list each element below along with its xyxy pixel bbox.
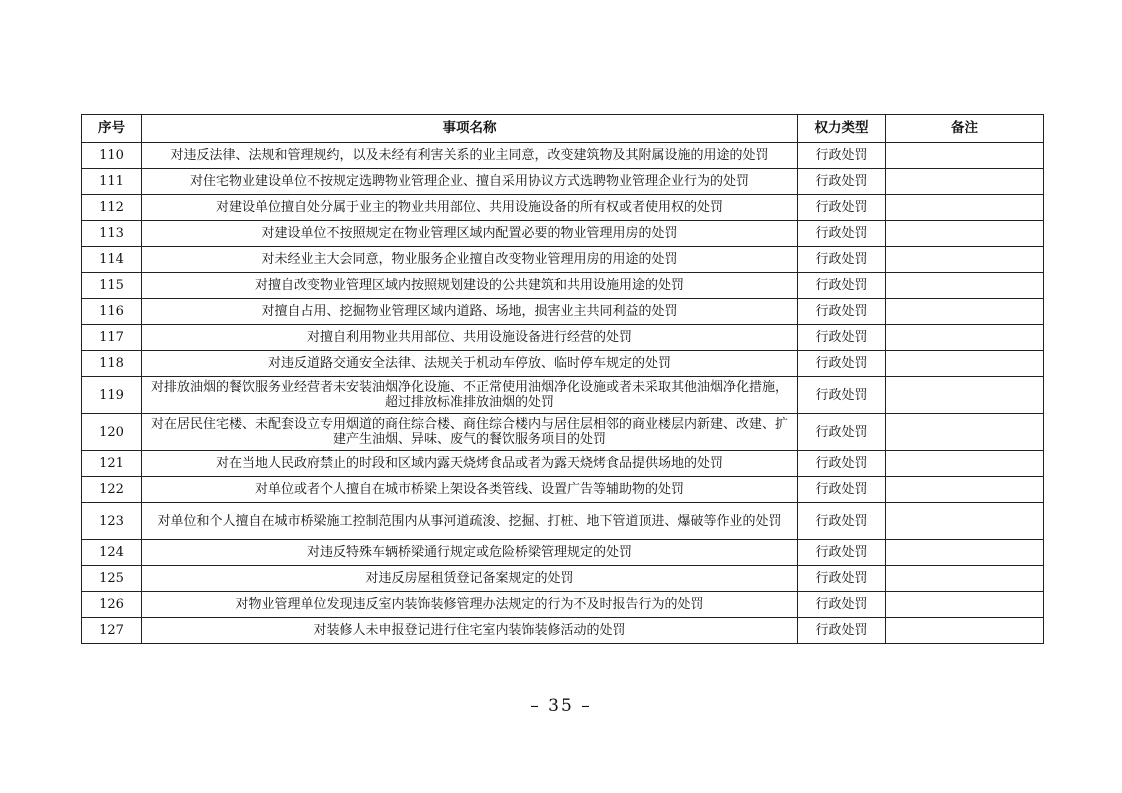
table-row [82, 273, 1044, 299]
row-note [886, 247, 1044, 273]
row-no: 116 [82, 299, 142, 325]
table-row [82, 351, 1044, 377]
row-no: 124 [82, 540, 142, 566]
row-note [886, 414, 1044, 451]
table-row [82, 618, 1044, 644]
row-no: 123 [82, 503, 142, 540]
table-row [82, 377, 1044, 414]
header-name: 事项名称 [142, 115, 798, 143]
table-row [82, 325, 1044, 351]
page-number: – 35 – [530, 696, 592, 716]
row-no: 111 [82, 169, 142, 195]
row-type: 行政处罚 [798, 299, 886, 325]
row-note [886, 221, 1044, 247]
row-note [886, 377, 1044, 414]
row-no: 117 [82, 325, 142, 351]
row-no: 112 [82, 195, 142, 221]
row-type: 行政处罚 [798, 325, 886, 351]
row-type: 行政处罚 [798, 247, 886, 273]
row-name: 对建设单位不按照规定在物业管理区域内配置必要的物业管理用房的处罚 [142, 221, 798, 247]
row-no: 127 [82, 618, 142, 644]
row-no: 110 [82, 143, 142, 169]
table-row [82, 247, 1044, 273]
row-note [886, 477, 1044, 503]
row-no: 122 [82, 477, 142, 503]
row-no: 120 [82, 414, 142, 451]
row-name: 对物业管理单位发现违反室内装饰装修管理办法规定的行为不及时报告行为的处罚 [142, 592, 798, 618]
table-header-row [82, 115, 1044, 143]
row-name: 对违反道路交通安全法律、法规关于机动车停放、临时停车规定的处罚 [142, 351, 798, 377]
row-note [886, 325, 1044, 351]
row-type: 行政处罚 [798, 143, 886, 169]
row-note [886, 451, 1044, 477]
table-row [82, 451, 1044, 477]
row-name: 对单位或者个人擅自在城市桥梁上架设各类管线、设置广告等辅助物的处罚 [142, 477, 798, 503]
table-row [82, 540, 1044, 566]
row-note [886, 169, 1044, 195]
row-note [886, 195, 1044, 221]
row-name: 对排放油烟的餐饮服务业经营者未安装油烟净化设施、不正常使用油烟净化设施或者未采取其他油烟净化措施，超过排放标准排放油烟的处罚 [142, 377, 798, 414]
row-type: 行政处罚 [798, 273, 886, 299]
row-no: 115 [82, 273, 142, 299]
row-type: 行政处罚 [798, 451, 886, 477]
row-type: 行政处罚 [798, 503, 886, 540]
row-note [886, 299, 1044, 325]
row-no: 121 [82, 451, 142, 477]
row-type: 行政处罚 [798, 221, 886, 247]
row-name: 对住宅物业建设单位不按规定选聘物业管理企业、擅自采用协议方式选聘物业管理企业行为的处罚 [142, 169, 798, 195]
header-no: 序号 [82, 115, 142, 143]
row-name: 对违反房屋租赁登记备案规定的处罚 [142, 566, 798, 592]
row-no: 126 [82, 592, 142, 618]
table-row [82, 221, 1044, 247]
row-note [886, 566, 1044, 592]
row-name: 对单位和个人擅自在城市桥梁施工控制范围内从事河道疏浚、挖掘、打桩、地下管道顶进、爆破等作业的处罚 [142, 503, 798, 540]
row-name: 对违反特殊车辆桥梁通行规定或危险桥梁管理规定的处罚 [142, 540, 798, 566]
row-type: 行政处罚 [798, 377, 886, 414]
row-type: 行政处罚 [798, 540, 886, 566]
row-no: 119 [82, 377, 142, 414]
table-row [82, 477, 1044, 503]
row-note [886, 351, 1044, 377]
row-type: 行政处罚 [798, 477, 886, 503]
row-type: 行政处罚 [798, 351, 886, 377]
row-type: 行政处罚 [798, 592, 886, 618]
row-no: 114 [82, 247, 142, 273]
row-type: 行政处罚 [798, 169, 886, 195]
row-note [886, 592, 1044, 618]
table-row [82, 195, 1044, 221]
row-type: 行政处罚 [798, 566, 886, 592]
header-type: 权力类型 [798, 115, 886, 143]
table-row [82, 299, 1044, 325]
table-row [82, 592, 1044, 618]
table-row [82, 503, 1044, 540]
table-row [82, 566, 1044, 592]
row-no: 118 [82, 351, 142, 377]
row-name: 对擅自占用、挖掘物业管理区域内道路、场地，损害业主共同利益的处罚 [142, 299, 798, 325]
row-note [886, 503, 1044, 540]
row-note [886, 540, 1044, 566]
row-name: 对擅自改变物业管理区域内按照规划建设的公共建筑和共用设施用途的处罚 [142, 273, 798, 299]
row-name: 对装修人未申报登记进行住宅室内装饰装修活动的处罚 [142, 618, 798, 644]
row-no: 125 [82, 566, 142, 592]
row-note [886, 618, 1044, 644]
row-name: 对未经业主大会同意，物业服务企业擅自改变物业管理用房的用途的处罚 [142, 247, 798, 273]
row-name: 对在当地人民政府禁止的时段和区域内露天烧烤食品或者为露天烧烤食品提供场地的处罚 [142, 451, 798, 477]
row-name: 对擅自利用物业共用部位、共用设施设备进行经营的处罚 [142, 325, 798, 351]
header-note: 备注 [886, 115, 1044, 143]
row-note [886, 273, 1044, 299]
row-type: 行政处罚 [798, 618, 886, 644]
table-row [82, 414, 1044, 451]
table-row [82, 169, 1044, 195]
row-name: 对在居民住宅楼、未配套设立专用烟道的商住综合楼、商住综合楼内与居住层相邻的商业楼层内新建、改建、扩建产生油烟、异味、废气的餐饮服务项目的处罚 [142, 414, 798, 451]
row-type: 行政处罚 [798, 195, 886, 221]
row-no: 113 [82, 221, 142, 247]
row-name: 对违反法律、法规和管理规约，以及未经有利害关系的业主同意，改变建筑物及其附属设施的用途的处罚 [142, 143, 798, 169]
row-name: 对建设单位擅自处分属于业主的物业共用部位、共用设施设备的所有权或者使用权的处罚 [142, 195, 798, 221]
table-row [82, 143, 1044, 169]
items-table [81, 114, 1044, 644]
row-note [886, 143, 1044, 169]
row-type: 行政处罚 [798, 414, 886, 451]
